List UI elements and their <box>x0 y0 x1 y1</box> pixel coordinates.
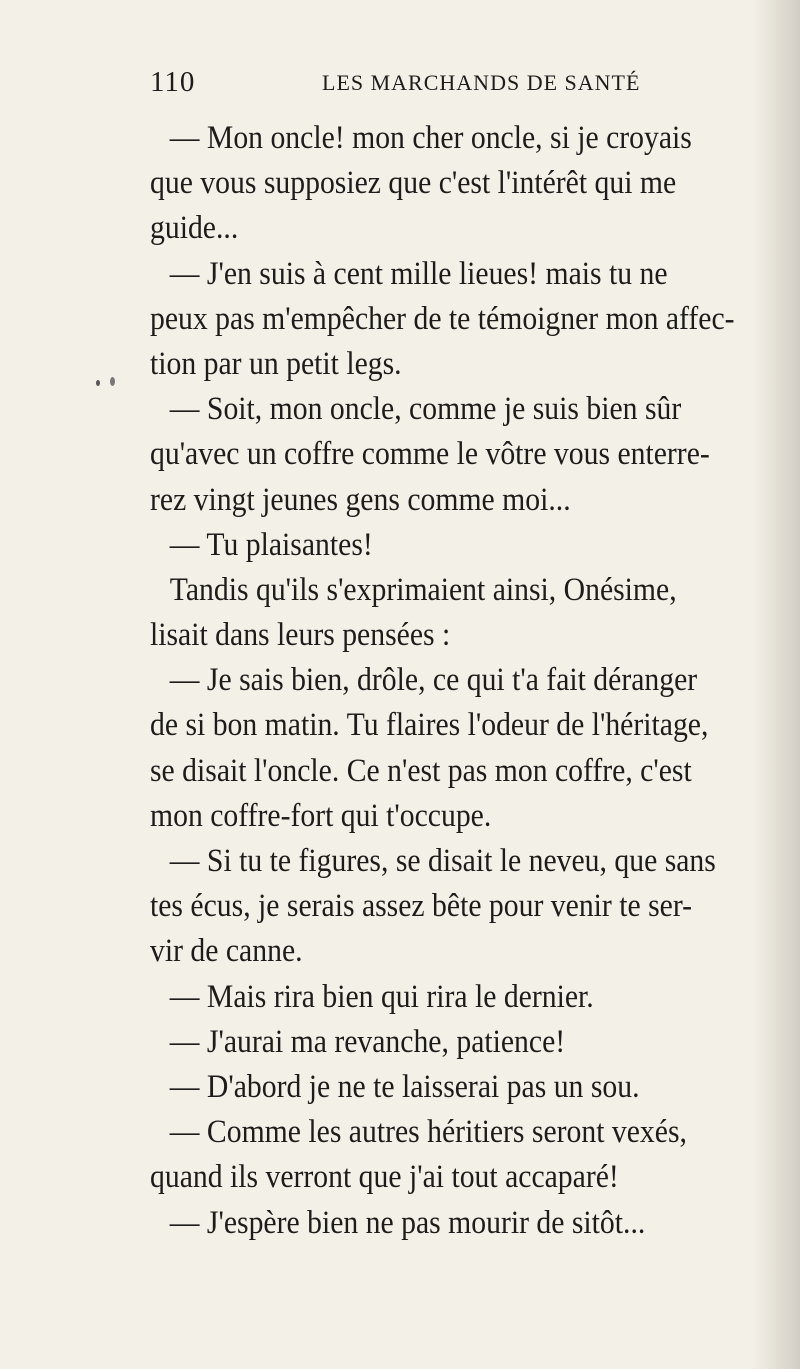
text-line: rez vingt jeunes gens comme moi... <box>150 481 571 518</box>
paper-speck <box>110 377 115 386</box>
body-text <box>150 116 790 1246</box>
text-line: tion par un petit legs. <box>150 345 402 382</box>
running-title: LES MARCHANDS DE SANTÉ <box>322 70 641 95</box>
text-line: — J'aurai ma revanche, patience! <box>169 1023 566 1060</box>
text-line: quand ils verront que j'ai tout accaparé! <box>150 1159 619 1196</box>
text-line: peux pas m'empêcher de te témoigner mon affec- <box>150 300 735 337</box>
page-number: 110 <box>150 66 196 98</box>
text-line: — Comme les autres héritiers seront vexés, <box>169 1114 687 1151</box>
text-line: — Soit, mon oncle, comme je suis bien sûr <box>169 391 682 428</box>
text-line: que vous supposiez que c'est l'intérêt qui me <box>150 165 677 202</box>
text-line: — D'abord je ne te laisserai pas un sou. <box>169 1068 640 1105</box>
text-line: mon coffre-fort qui t'occupe. <box>150 797 492 834</box>
text-line: — J'en suis à cent mille lieues! mais tu ne <box>169 255 668 292</box>
text-line: tes écus, je serais assez bête pour venir te ser- <box>150 888 693 925</box>
text-line: — J'espère bien ne pas mourir de sitôt... <box>169 1204 646 1241</box>
text-line: — Je sais bien, drôle, ce qui t'a fait déranger <box>169 662 698 699</box>
paper-speck <box>96 380 100 386</box>
text-line: — Mon oncle! mon cher oncle, si je croyais <box>169 120 692 156</box>
text-line: — Mais rira bien qui rira le dernier. <box>169 978 594 1015</box>
text-line: qu'avec un coffre comme le vôtre vous enterre- <box>150 436 710 473</box>
text-line: vir de canne. <box>150 933 303 970</box>
running-head <box>150 66 650 96</box>
text-line: — Tu plaisantes! <box>169 526 373 563</box>
text-line: lisait dans leurs pensées : <box>150 617 451 654</box>
text-line: — Si tu te figures, se disait le neveu, que sans <box>169 843 716 879</box>
text-line: de si bon matin. Tu flaires l'odeur de l'héritage, <box>150 707 709 744</box>
text-line: Tandis qu'ils s'exprimaient ainsi, Onésime, <box>169 571 677 608</box>
text-line: guide... <box>150 210 239 247</box>
text-line: se disait l'oncle. Ce n'est pas mon coffre, c'est <box>150 752 692 789</box>
